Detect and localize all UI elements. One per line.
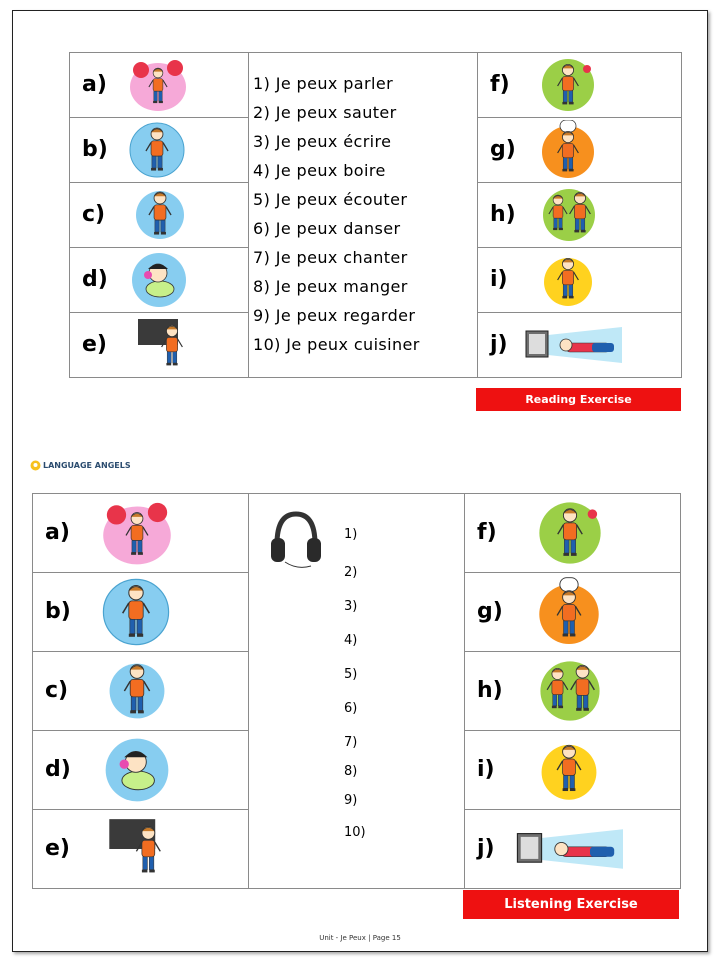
listening-cell-c [33, 652, 249, 731]
sentence-8: 8) Je peux manger [253, 277, 408, 296]
listening-cell-f [465, 494, 681, 573]
sentence-6: 6) Je peux danser [253, 219, 401, 238]
reading-cell-h [478, 183, 682, 248]
reading-cell-f [478, 53, 682, 118]
reading-cell-a [70, 53, 249, 118]
listening-letter-i: i) [477, 757, 495, 782]
boy-drinking-icon [105, 656, 169, 726]
reading-letter-g: g) [490, 137, 516, 162]
listening-numbers-cell [249, 494, 465, 889]
sentence-1: 1) Je peux parler [253, 74, 394, 93]
listening-number-10: 10) [344, 825, 366, 840]
listening-cell-d [33, 731, 249, 810]
page-footer: Unit - Je Peux | Page 15 [319, 934, 401, 942]
reading-letter-b: b) [82, 137, 108, 162]
reading-cell-g [478, 118, 682, 183]
listening-cell-b [33, 573, 249, 652]
sentence-3: 3) Je peux écrire [253, 132, 392, 151]
reading-sentences-cell [249, 53, 478, 378]
reading-cell-b [70, 118, 249, 183]
listening-letter-b: b) [45, 599, 71, 624]
sentence-7: 7) Je peux chanter [253, 248, 408, 267]
listening-table [32, 493, 681, 889]
listening-number-5: 5) [344, 667, 358, 682]
cheerleader-icon [99, 498, 175, 568]
listening-letter-g: g) [477, 599, 503, 624]
reading-table [69, 52, 682, 378]
listening-letter-c: c) [45, 678, 69, 703]
reading-cell-e [70, 313, 249, 378]
listening-number-8: 8) [344, 764, 358, 779]
kids-eating-icon [540, 185, 598, 245]
reading-letter-a: a) [82, 72, 107, 97]
listening-cell-e [33, 810, 249, 889]
angel-icon [30, 460, 41, 471]
boy-jumping-icon [128, 121, 186, 179]
boy-writing-icon [136, 315, 190, 375]
language-angels-logo [30, 460, 131, 471]
boy-drinking-icon [132, 185, 188, 245]
cheerleader-icon [127, 56, 189, 114]
headphones-icon [267, 508, 325, 572]
boy-watching-tv-icon [522, 321, 642, 369]
reading-letter-d: d) [82, 267, 108, 292]
reading-sentence-list [249, 69, 477, 359]
listening-letter-a: a) [45, 520, 70, 545]
listening-number-3: 3) [344, 599, 358, 614]
girl-listening-icon [101, 736, 173, 804]
sentence-10: 10) Je peux cuisiner [253, 335, 420, 354]
sentence-5: 5) Je peux écouter [253, 190, 408, 209]
girl-singing-icon [537, 735, 601, 805]
reading-cell-d [70, 248, 249, 313]
reading-cell-j [478, 313, 682, 378]
logo-text: LANGUAGE ANGELS [43, 461, 131, 470]
listening-number-2: 2) [344, 565, 358, 580]
boy-jumping-icon [101, 577, 171, 647]
sentence-2: 2) Je peux sauter [253, 103, 397, 122]
girl-talking-icon [537, 500, 603, 566]
listening-letter-e: e) [45, 836, 70, 861]
sentence-9: 9) Je peux regarder [253, 306, 416, 325]
listening-exercise-label: Listening Exercise [463, 890, 679, 919]
chef-icon [537, 577, 601, 647]
girl-listening-icon [128, 251, 190, 309]
listening-number-1: 1) [344, 527, 358, 542]
kids-eating-icon [537, 656, 603, 726]
reading-cell-c [70, 183, 249, 248]
listening-cell-a [33, 494, 249, 573]
reading-cell-i [478, 248, 682, 313]
reading-letter-h: h) [490, 202, 516, 227]
reading-letter-c: c) [82, 202, 106, 227]
reading-letter-j: j) [490, 332, 508, 357]
listening-number-4: 4) [344, 633, 358, 648]
boy-watching-tv-icon [513, 822, 645, 876]
listening-number-6: 6) [344, 701, 358, 716]
listening-cell-i [465, 731, 681, 810]
boy-writing-icon [107, 814, 169, 884]
listening-letter-d: d) [45, 757, 71, 782]
listening-number-7: 7) [344, 735, 358, 750]
listening-letter-f: f) [477, 520, 497, 545]
reading-exercise-label: Reading Exercise [476, 388, 681, 411]
listening-number-9: 9) [344, 793, 358, 808]
reading-letter-f: f) [490, 72, 510, 97]
sentence-4: 4) Je peux boire [253, 161, 386, 180]
listening-letter-j: j) [477, 836, 495, 861]
chef-icon [540, 120, 596, 180]
listening-cell-j [465, 810, 681, 889]
girl-singing-icon [540, 250, 596, 310]
reading-letter-e: e) [82, 332, 107, 357]
reading-letter-i: i) [490, 267, 508, 292]
listening-cell-h [465, 652, 681, 731]
girl-talking-icon [540, 57, 596, 113]
listening-cell-g [465, 573, 681, 652]
listening-letter-h: h) [477, 678, 503, 703]
